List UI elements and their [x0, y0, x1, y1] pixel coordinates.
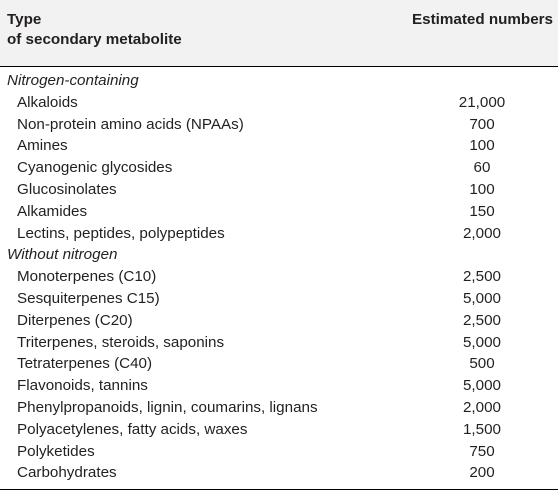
metabolite-type: Phenylpropanoids, lignin, coumarins, lignans [17, 398, 318, 416]
metabolite-type: Alkamides [17, 202, 88, 220]
table-row [0, 223, 558, 245]
section-label: Nitrogen-containing [7, 72, 139, 89]
metabolite-type: Tetraterpenes (C40) [17, 355, 153, 373]
estimated-number: 200 [469, 464, 495, 482]
table-row [0, 310, 558, 332]
estimated-number: 2,500 [462, 268, 501, 286]
table-row [0, 397, 558, 419]
header-type-line1: Type [7, 11, 42, 28]
header-type-line2: of secondary metabolite [7, 31, 182, 48]
estimated-number: 100 [469, 137, 495, 155]
table-row [0, 375, 558, 397]
metabolite-type: Non-protein amino acids (NPAAs) [17, 115, 244, 133]
estimated-number: 5,000 [462, 333, 501, 351]
metabolite-type: Diterpenes (C20) [17, 311, 133, 329]
estimated-number: 1,500 [462, 420, 501, 438]
metabolite-type: Polyacetylenes, fatty acids, waxes [17, 420, 248, 438]
bottom-rule [0, 489, 558, 490]
metabolite-type: Alkaloids [17, 93, 78, 111]
table-body [0, 70, 558, 484]
metabolite-type: Polyketides [17, 442, 95, 460]
section-row [0, 244, 558, 266]
metabolite-type: Cyanogenic glycosides [17, 159, 173, 177]
header-type [7, 10, 182, 50]
estimated-number: 5,000 [462, 289, 501, 307]
metabolite-type: Flavonoids, tannins [17, 377, 148, 395]
estimated-number: 700 [469, 115, 495, 133]
table-row [0, 135, 558, 157]
table-row [0, 353, 558, 375]
metabolite-type: Sesquiterpenes C15) [17, 289, 160, 307]
table-row [0, 266, 558, 288]
estimated-number: 2,000 [462, 398, 501, 416]
estimated-number: 2,500 [462, 311, 501, 329]
metabolite-type: Amines [17, 137, 68, 155]
table-row [0, 441, 558, 463]
metabolite-type: Triterpenes, steroids, saponins [17, 333, 225, 351]
table-row [0, 332, 558, 354]
metabolite-type: Monoterpenes (C10) [17, 268, 157, 286]
header-estimated-numbers: Estimated numbers [412, 11, 553, 28]
metabolite-type: Lectins, peptides, polypeptides [17, 224, 225, 242]
metabolite-type: Glucosinolates [17, 180, 117, 198]
estimated-number: 500 [469, 355, 495, 373]
table-row [0, 179, 558, 201]
table-header [0, 0, 558, 66]
estimated-number: 750 [469, 442, 495, 460]
table-row [0, 157, 558, 179]
estimated-number: 5,000 [462, 377, 501, 395]
header-rule [0, 66, 558, 67]
section-row [0, 70, 558, 92]
table-row [0, 288, 558, 310]
estimated-number: 60 [473, 159, 491, 177]
table-row [0, 201, 558, 223]
table-row [0, 462, 558, 484]
section-label: Without nitrogen [7, 246, 118, 264]
estimated-number: 100 [469, 180, 495, 198]
estimated-number: 150 [469, 202, 495, 220]
estimated-number: 21,000 [458, 93, 506, 111]
table-row [0, 114, 558, 136]
estimated-number: 2,000 [462, 224, 501, 242]
table-row [0, 419, 558, 441]
table-row [0, 92, 558, 114]
metabolite-type: Carbohydrates [17, 464, 117, 482]
